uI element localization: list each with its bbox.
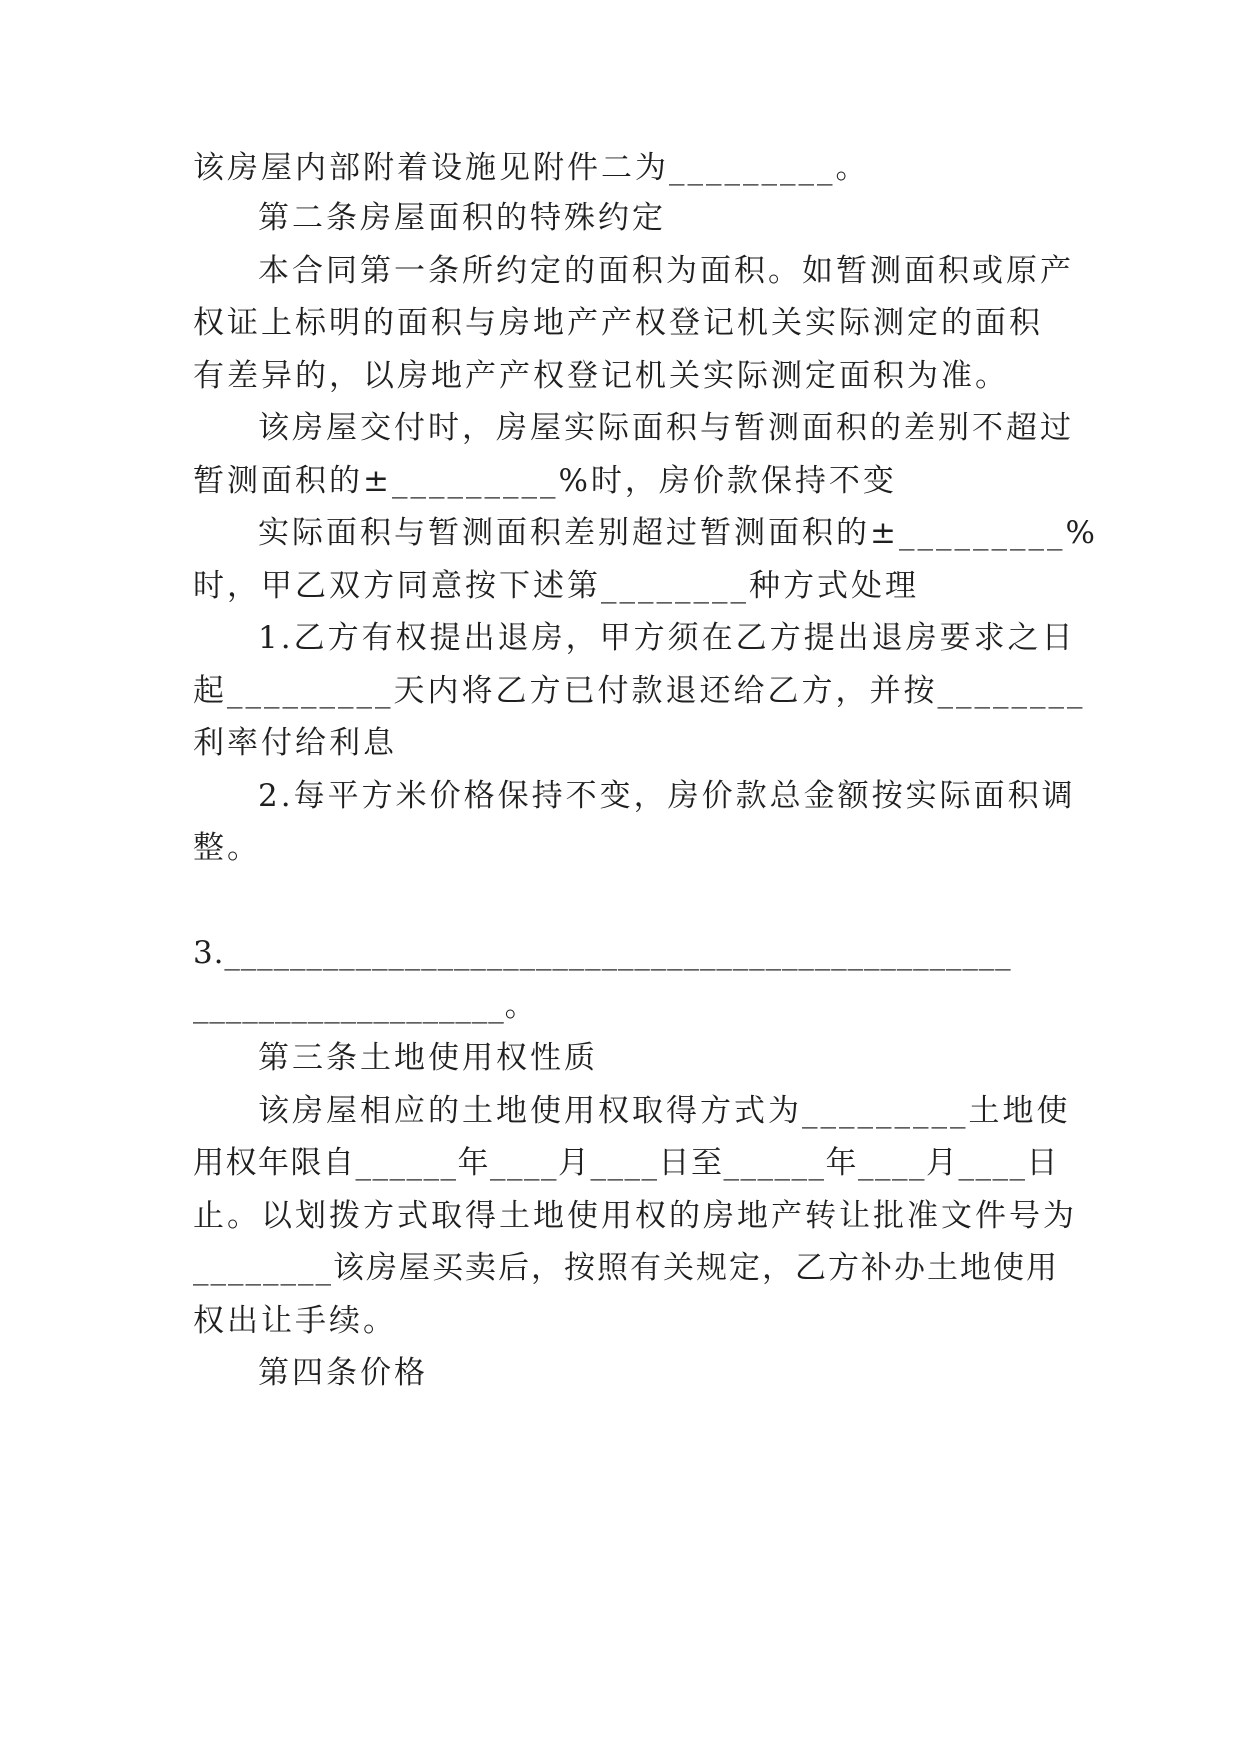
text-line: 起_________天内将乙方已付款退还给乙方，并按________ [193,673,1086,709]
section-heading: 第二条房屋面积的特殊约定 [258,200,666,236]
text-line: 该房屋交付时，房屋实际面积与暂测面积的差别不超过 [258,410,1074,446]
section-heading: 第三条土地使用权性质 [258,1040,598,1076]
list-item-2: 2.每平方米价格保持不变，房价款总金额按实际面积调 [258,778,1076,814]
text-line: 实际面积与暂测面积差别超过暂测面积的±_________% [258,515,1098,551]
text-line: ________该房屋买卖后，按照有关规定，乙方补办土地使用 [193,1250,1059,1286]
text-line: 止。以划拨方式取得土地使用权的房地产转让批准文件号为 [193,1198,1077,1234]
text-line: 用权年限自______年____月____日至______年____月____日 [193,1145,1059,1181]
text-line: 有差异的，以房地产产权登记机关实际测定面积为准。 [193,358,1009,394]
text-line: 权出让手续。 [193,1303,397,1339]
text-line: 时，甲乙双方同意按下述第________种方式处理 [193,568,919,604]
section-heading: 第四条价格 [258,1355,428,1391]
text-line: ___________________。 [193,988,537,1024]
text-line: 整。 [193,830,261,866]
text-line: 该房屋相应的土地使用权取得方式为_________土地使 [258,1093,1071,1129]
text-line: 权证上标明的面积与房地产产权登记机关实际测定的面积 [193,305,1043,341]
list-item-3: 3.________________________________________________ [193,935,1012,971]
text-line: 暂测面积的±_________%时，房价款保持不变 [193,463,897,499]
list-item-1: 1.乙方有权提出退房，甲方须在乙方提出退房要求之日 [258,620,1076,656]
text-line: 本合同第一条所约定的面积为面积。如暂测面积或原产 [258,253,1074,289]
text-line: 利率付给利息 [193,725,397,761]
text-line: 该房屋内部附着设施见附件二为_________。 [193,150,870,186]
